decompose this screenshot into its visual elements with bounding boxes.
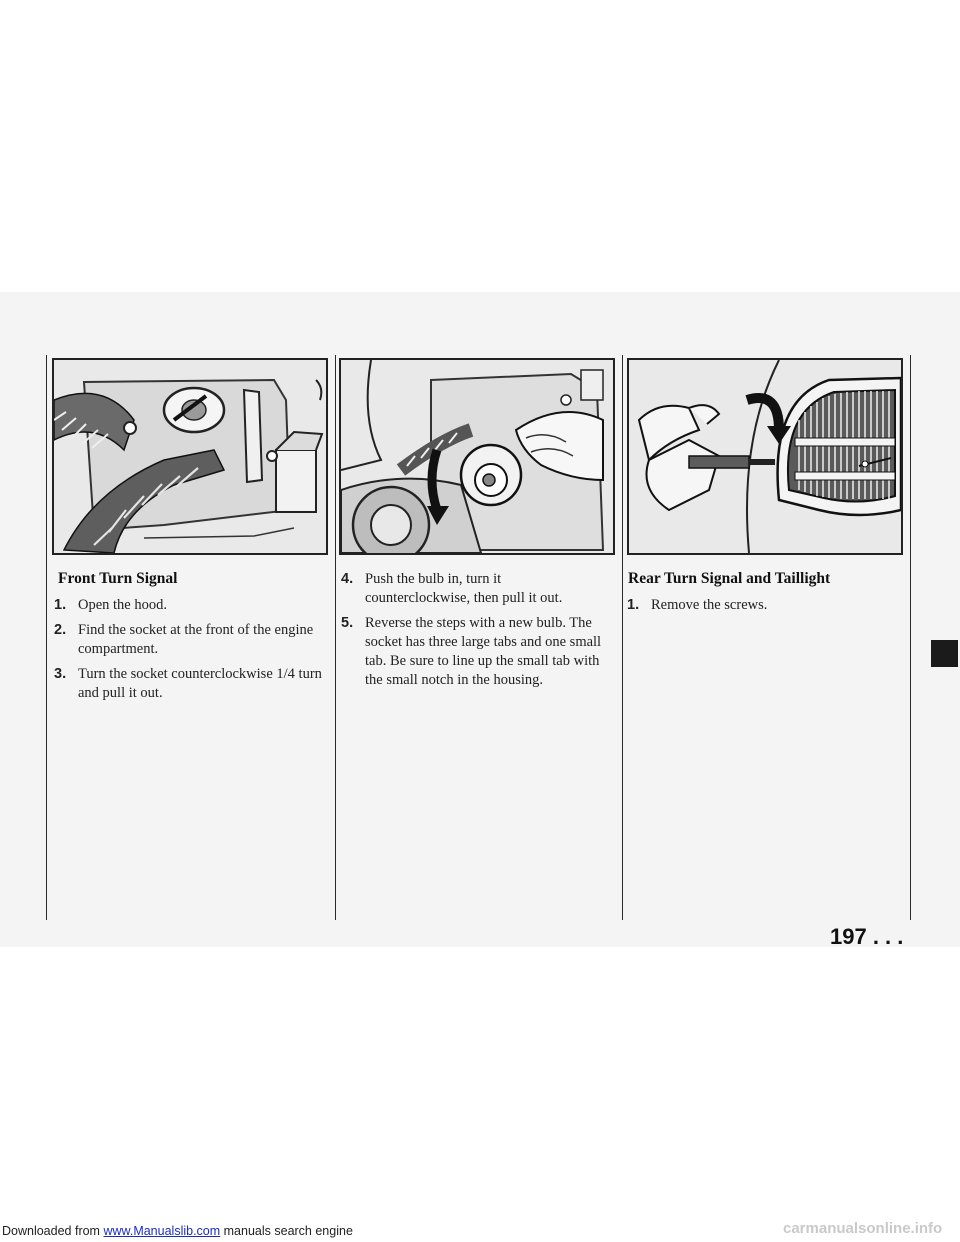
step-item xyxy=(52,621,324,659)
heading-front-turn-signal: Front Turn Signal xyxy=(58,570,178,587)
step-item xyxy=(52,596,324,615)
step-number: 5. xyxy=(341,615,354,631)
footer-prefix: Downloaded from xyxy=(2,1224,104,1238)
column-rule-left xyxy=(46,355,47,920)
step-item xyxy=(52,665,324,703)
illustration-taillight-screws xyxy=(627,358,903,555)
step-number: 4. xyxy=(341,571,354,587)
step-text: Remove the screws. xyxy=(651,597,768,613)
step-number: 2. xyxy=(54,622,67,638)
step-number: 1. xyxy=(54,597,67,613)
front-turn-signal-steps xyxy=(52,596,324,709)
manualslib-link[interactable]: www.Manualslib.com xyxy=(103,1224,221,1238)
step-text: Open the hood. xyxy=(78,597,167,613)
rear-taillight-steps xyxy=(625,596,895,621)
top-margin xyxy=(0,0,960,292)
heading-rear-turn-signal-taillight: Rear Turn Signal and Taillight xyxy=(628,570,831,587)
column-rule-right xyxy=(622,355,623,920)
footer-suffix: manuals search engine xyxy=(220,1224,353,1238)
download-footer xyxy=(2,1224,353,1238)
step-text: Find the socket at the front of the engine compartment. xyxy=(78,622,314,657)
bottom-margin xyxy=(0,947,960,1242)
step-item xyxy=(339,614,604,690)
step-number: 1. xyxy=(627,597,640,613)
page-number: 197 . . . xyxy=(830,924,904,949)
bulb-removal-steps xyxy=(339,570,604,696)
column-rule-middle xyxy=(335,355,336,920)
section-tab-marker xyxy=(931,640,958,667)
step-text: Reverse the steps with a new bulb. The socket has three large tabs and one small tab. Be sure to line up the small tab with the small notch in the housing. xyxy=(365,615,602,688)
step-item xyxy=(625,596,895,615)
illustration-front-socket xyxy=(52,358,328,555)
step-number: 3. xyxy=(54,666,67,682)
illustration-bulb-removal xyxy=(339,358,615,555)
step-item xyxy=(339,570,604,608)
step-text: Push the bulb in, turn it counterclockwise, then pull it out. xyxy=(365,571,563,606)
watermark-text: carmanualsonline.info xyxy=(783,1220,943,1237)
column-rule-outer xyxy=(910,355,911,920)
step-text: Turn the socket counterclockwise 1/4 turn and pull it out. xyxy=(78,666,322,701)
